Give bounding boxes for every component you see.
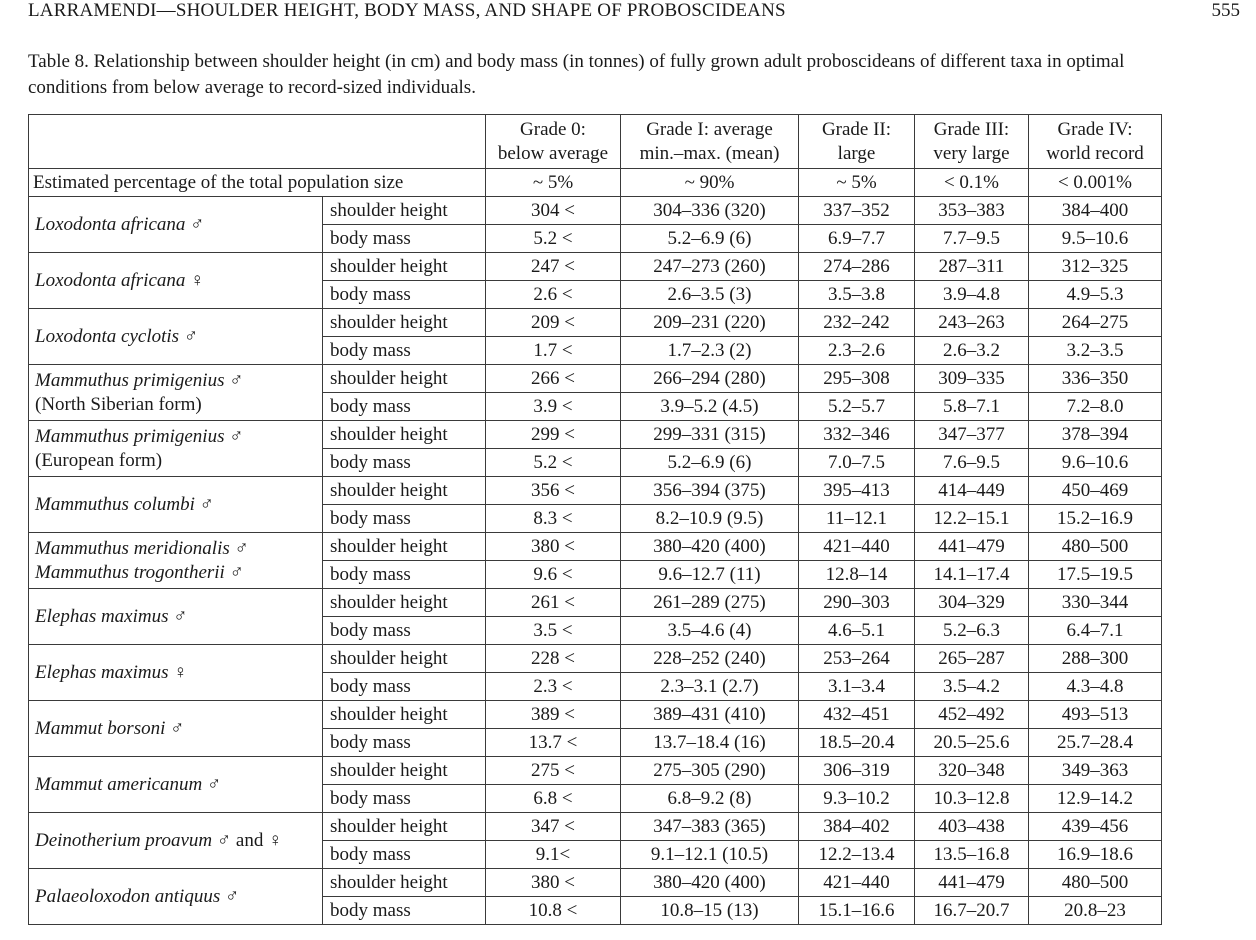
taxon-cell (29, 253, 323, 309)
shoulder-height-cell: 347–377 (915, 421, 1029, 449)
table-row (29, 589, 1162, 617)
taxon-suffix: ♂ (220, 885, 240, 907)
column-header-grade-0: Grade 0: below average (486, 115, 621, 169)
taxon-line (35, 213, 322, 237)
body-mass-cell: 9.6 < (486, 561, 621, 589)
measure-label: body mass (323, 673, 486, 701)
measure-label: body mass (323, 225, 486, 253)
shoulder-height-cell: 356–394 (375) (621, 477, 799, 505)
body-mass-cell: 12.2–15.1 (915, 505, 1029, 533)
shoulder-height-cell: 287–311 (915, 253, 1029, 281)
body-mass-cell: 3.2–3.5 (1029, 337, 1162, 365)
body-mass-cell: 5.8–7.1 (915, 393, 1029, 421)
taxon-name: Elephas maximus (35, 661, 169, 683)
taxon-line (35, 493, 322, 517)
shoulder-height-cell: 450–469 (1029, 477, 1162, 505)
caption-line-1: Table 8. Relationship between shoulder height (in cm) and body mass (in tonnes) of fully grown adult proboscideans of different taxa in optimal (28, 51, 1125, 72)
body-mass-cell: 11–12.1 (799, 505, 915, 533)
shoulder-height-cell: 261–289 (275) (621, 589, 799, 617)
shoulder-height-cell: 432–451 (799, 701, 915, 729)
percentage-cell: ~ 90% (621, 169, 799, 197)
measure-label: body mass (323, 449, 486, 477)
table-caption (28, 49, 1248, 101)
body-mass-cell: 17.5–19.5 (1029, 561, 1162, 589)
body-mass-cell: 13.7 < (486, 729, 621, 757)
measure-label: body mass (323, 505, 486, 533)
taxon-name: Mammuthus columbi (35, 493, 195, 515)
column-header-grade-4: Grade IV: world record (1029, 115, 1162, 169)
taxon-name: Loxodonta africana (35, 269, 186, 291)
percentage-row (29, 169, 1162, 197)
shoulder-height-cell: 356 < (486, 477, 621, 505)
measure-label: body mass (323, 337, 486, 365)
percentage-cell: ~ 5% (799, 169, 915, 197)
table-row (29, 309, 1162, 337)
measure-label: body mass (323, 729, 486, 757)
body-mass-cell: 18.5–20.4 (799, 729, 915, 757)
shoulder-height-cell: 320–348 (915, 757, 1029, 785)
body-mass-cell: 3.9–5.2 (4.5) (621, 393, 799, 421)
caption-line-2: conditions from below average to record-sized individuals. (28, 77, 476, 98)
table-row (29, 253, 1162, 281)
taxon-name: Elephas maximus (35, 605, 169, 627)
taxon-cell (29, 309, 323, 365)
running-title: LARRAMENDI—SHOULDER HEIGHT, BODY MASS, AND SHAPE OF PROBOSCIDEANS (28, 0, 786, 21)
shoulder-height-cell: 480–500 (1029, 533, 1162, 561)
shoulder-height-cell: 264–275 (1029, 309, 1162, 337)
body-mass-cell: 15.1–16.6 (799, 897, 915, 925)
body-mass-cell: 10.3–12.8 (915, 785, 1029, 813)
table-row (29, 197, 1162, 225)
taxon-name: Palaeoloxodon antiquus (35, 885, 221, 907)
measure-label: body mass (323, 617, 486, 645)
taxon-cell (29, 869, 323, 925)
shoulder-height-cell: 232–242 (799, 309, 915, 337)
table-row (29, 869, 1162, 897)
shoulder-height-cell: 295–308 (799, 365, 915, 393)
table-row (29, 365, 1162, 393)
shoulder-height-cell: 380 < (486, 869, 621, 897)
body-mass-cell: 3.9–4.8 (915, 281, 1029, 309)
body-mass-cell: 9.6–10.6 (1029, 449, 1162, 477)
taxon-cell (29, 197, 323, 253)
table-row (29, 757, 1162, 785)
body-mass-cell: 6.9–7.7 (799, 225, 915, 253)
taxon-suffix: ♂ (194, 493, 214, 515)
shoulder-height-cell: 389–431 (410) (621, 701, 799, 729)
body-mass-cell: 2.3 < (486, 673, 621, 701)
table-row (29, 477, 1162, 505)
body-mass-cell: 16.9–18.6 (1029, 841, 1162, 869)
shoulder-height-cell: 247–273 (260) (621, 253, 799, 281)
body-mass-cell: 7.6–9.5 (915, 449, 1029, 477)
taxon-line (35, 393, 322, 417)
taxon-line (35, 269, 322, 293)
body-mass-cell: 16.7–20.7 (915, 897, 1029, 925)
taxon-suffix: ♀ (168, 661, 188, 683)
shoulder-height-cell: 304–336 (320) (621, 197, 799, 225)
shoulder-height-cell: 414–449 (915, 477, 1029, 505)
measure-label: shoulder height (323, 869, 486, 897)
taxon-name: Mammuthus primigenius (35, 425, 225, 447)
table-body (29, 115, 1162, 925)
table-row (29, 421, 1162, 449)
taxon-name: Mammuthus meridionalis (35, 537, 230, 559)
column-header-grade-3: Grade III: very large (915, 115, 1029, 169)
table-row (29, 533, 1162, 561)
shoulder-height-cell: 309–335 (915, 365, 1029, 393)
percentage-cell: < 0.1% (915, 169, 1029, 197)
body-mass-cell: 3.9 < (486, 393, 621, 421)
taxon-suffix: ♂ (224, 561, 244, 583)
running-head (28, 0, 1240, 22)
body-mass-cell: 13.7–18.4 (16) (621, 729, 799, 757)
shoulder-height-cell: 452–492 (915, 701, 1029, 729)
shoulder-height-cell: 332–346 (799, 421, 915, 449)
shoulder-height-cell: 247 < (486, 253, 621, 281)
body-mass-cell: 5.2–6.3 (915, 617, 1029, 645)
body-mass-cell: 6.8–9.2 (8) (621, 785, 799, 813)
taxon-suffix: ♀ (185, 269, 205, 291)
body-mass-cell: 8.2–10.9 (9.5) (621, 505, 799, 533)
measure-label: shoulder height (323, 533, 486, 561)
shoulder-height-cell: 275–305 (290) (621, 757, 799, 785)
body-mass-cell: 10.8 < (486, 897, 621, 925)
shoulder-height-cell: 380–420 (400) (621, 869, 799, 897)
taxon-line (35, 661, 322, 685)
taxon-suffix: ♂ (202, 773, 222, 795)
body-mass-cell: 3.5 < (486, 617, 621, 645)
taxon-cell (29, 589, 323, 645)
data-table (28, 114, 1162, 925)
shoulder-height-cell: 439–456 (1029, 813, 1162, 841)
shoulder-height-cell: 253–264 (799, 645, 915, 673)
taxon-cell (29, 533, 323, 589)
taxon-cell (29, 701, 323, 757)
body-mass-cell: 7.7–9.5 (915, 225, 1029, 253)
taxon-name: Mammuthus trogontherii (35, 561, 225, 583)
body-mass-cell: 6.8 < (486, 785, 621, 813)
shoulder-height-cell: 228–252 (240) (621, 645, 799, 673)
measure-label: body mass (323, 393, 486, 421)
taxon-line (35, 605, 322, 629)
shoulder-height-cell: 493–513 (1029, 701, 1162, 729)
taxon-name: Loxodonta cyclotis (35, 325, 180, 347)
measure-label: body mass (323, 281, 486, 309)
body-mass-cell: 9.5–10.6 (1029, 225, 1162, 253)
taxon-line (35, 537, 322, 561)
body-mass-cell: 12.8–14 (799, 561, 915, 589)
taxon-name: Mammuthus primigenius (35, 369, 225, 391)
measure-label: body mass (323, 841, 486, 869)
shoulder-height-cell: 337–352 (799, 197, 915, 225)
shoulder-height-cell: 228 < (486, 645, 621, 673)
body-mass-cell: 5.2–6.9 (6) (621, 225, 799, 253)
taxon-cell (29, 813, 323, 869)
body-mass-cell: 7.0–7.5 (799, 449, 915, 477)
shoulder-height-cell: 261 < (486, 589, 621, 617)
body-mass-cell: 3.5–4.2 (915, 673, 1029, 701)
shoulder-height-cell: 266 < (486, 365, 621, 393)
shoulder-height-cell: 288–300 (1029, 645, 1162, 673)
shoulder-height-cell: 380–420 (400) (621, 533, 799, 561)
taxon-suffix: ♂ (224, 369, 244, 391)
measure-label: shoulder height (323, 477, 486, 505)
shoulder-height-cell: 299–331 (315) (621, 421, 799, 449)
body-mass-cell: 1.7–2.3 (2) (621, 337, 799, 365)
taxon-name: Deinotherium proavum (35, 829, 213, 851)
body-mass-cell: 9.1< (486, 841, 621, 869)
percentage-cell: ~ 5% (486, 169, 621, 197)
taxon-suffix: ♂ (179, 325, 199, 347)
body-mass-cell: 20.5–25.6 (915, 729, 1029, 757)
taxon-suffix: ♂ (229, 537, 249, 559)
measure-label: shoulder height (323, 309, 486, 337)
shoulder-height-cell: 389 < (486, 701, 621, 729)
taxon-cell (29, 365, 323, 421)
taxon-cell (29, 757, 323, 813)
body-mass-cell: 8.3 < (486, 505, 621, 533)
taxon-line (35, 369, 322, 393)
shoulder-height-cell: 209–231 (220) (621, 309, 799, 337)
column-header-grade-1: Grade I: average min.–max. (mean) (621, 115, 799, 169)
shoulder-height-cell: 421–440 (799, 869, 915, 897)
shoulder-height-cell: 384–402 (799, 813, 915, 841)
shoulder-height-cell: 347–383 (365) (621, 813, 799, 841)
shoulder-height-cell: 306–319 (799, 757, 915, 785)
body-mass-cell: 5.2–6.9 (6) (621, 449, 799, 477)
taxon-suffix: ♂ (168, 605, 188, 627)
taxon-line (35, 773, 322, 797)
body-mass-cell: 13.5–16.8 (915, 841, 1029, 869)
table-header-row (29, 115, 1162, 169)
taxon-line (35, 449, 322, 473)
taxon-line (35, 829, 322, 853)
taxon-suffix: ♂ and ♀ (212, 829, 283, 851)
shoulder-height-cell: 403–438 (915, 813, 1029, 841)
measure-label: shoulder height (323, 421, 486, 449)
shoulder-height-cell: 349–363 (1029, 757, 1162, 785)
shoulder-height-cell: 441–479 (915, 869, 1029, 897)
measure-label: body mass (323, 561, 486, 589)
shoulder-height-cell: 265–287 (915, 645, 1029, 673)
body-mass-cell: 3.5–4.6 (4) (621, 617, 799, 645)
table-row (29, 645, 1162, 673)
body-mass-cell: 15.2–16.9 (1029, 505, 1162, 533)
shoulder-height-cell: 336–350 (1029, 365, 1162, 393)
body-mass-cell: 2.6 < (486, 281, 621, 309)
column-header-grade-2: Grade II: large (799, 115, 915, 169)
table-row (29, 701, 1162, 729)
body-mass-cell: 12.2–13.4 (799, 841, 915, 869)
shoulder-height-cell: 243–263 (915, 309, 1029, 337)
body-mass-cell: 4.9–5.3 (1029, 281, 1162, 309)
body-mass-cell: 14.1–17.4 (915, 561, 1029, 589)
body-mass-cell: 9.6–12.7 (11) (621, 561, 799, 589)
body-mass-cell: 4.6–5.1 (799, 617, 915, 645)
header-empty-cell (29, 115, 486, 169)
taxon-suffix: (European form) (35, 449, 163, 471)
shoulder-height-cell: 380 < (486, 533, 621, 561)
body-mass-cell: 12.9–14.2 (1029, 785, 1162, 813)
body-mass-cell: 3.1–3.4 (799, 673, 915, 701)
body-mass-cell: 25.7–28.4 (1029, 729, 1162, 757)
measure-label: shoulder height (323, 253, 486, 281)
measure-label: shoulder height (323, 589, 486, 617)
body-mass-cell: 20.8–23 (1029, 897, 1162, 925)
taxon-suffix: ♂ (224, 425, 244, 447)
body-mass-cell: 5.2 < (486, 225, 621, 253)
taxon-name: Mammut borsoni (35, 717, 166, 739)
taxon-cell (29, 477, 323, 533)
taxon-line (35, 717, 322, 741)
shoulder-height-cell: 266–294 (280) (621, 365, 799, 393)
taxon-line (35, 425, 322, 449)
body-mass-cell: 3.5–3.8 (799, 281, 915, 309)
shoulder-height-cell: 441–479 (915, 533, 1029, 561)
shoulder-height-cell: 353–383 (915, 197, 1029, 225)
measure-label: shoulder height (323, 365, 486, 393)
body-mass-cell: 2.6–3.2 (915, 337, 1029, 365)
measure-label: body mass (323, 897, 486, 925)
taxon-cell (29, 421, 323, 477)
shoulder-height-cell: 384–400 (1029, 197, 1162, 225)
table-row (29, 813, 1162, 841)
measure-label: shoulder height (323, 701, 486, 729)
page-number: 555 (1211, 0, 1240, 21)
measure-label: shoulder height (323, 645, 486, 673)
shoulder-height-cell: 395–413 (799, 477, 915, 505)
shoulder-height-cell: 290–303 (799, 589, 915, 617)
percentage-row-label: Estimated percentage of the total population size (29, 169, 486, 197)
shoulder-height-cell: 209 < (486, 309, 621, 337)
percentage-cell: < 0.001% (1029, 169, 1162, 197)
body-mass-cell: 7.2–8.0 (1029, 393, 1162, 421)
measure-label: shoulder height (323, 813, 486, 841)
body-mass-cell: 6.4–7.1 (1029, 617, 1162, 645)
shoulder-height-cell: 304 < (486, 197, 621, 225)
measure-label: body mass (323, 785, 486, 813)
body-mass-cell: 2.6–3.5 (3) (621, 281, 799, 309)
taxon-line (35, 561, 322, 585)
body-mass-cell: 2.3–2.6 (799, 337, 915, 365)
body-mass-cell: 5.2–5.7 (799, 393, 915, 421)
taxon-cell (29, 645, 323, 701)
shoulder-height-cell: 299 < (486, 421, 621, 449)
body-mass-cell: 9.3–10.2 (799, 785, 915, 813)
measure-label: shoulder height (323, 757, 486, 785)
shoulder-height-cell: 312–325 (1029, 253, 1162, 281)
body-mass-cell: 10.8–15 (13) (621, 897, 799, 925)
taxon-line (35, 325, 322, 349)
shoulder-height-cell: 480–500 (1029, 869, 1162, 897)
taxon-line (35, 885, 322, 909)
shoulder-height-cell: 421–440 (799, 533, 915, 561)
shoulder-height-cell: 274–286 (799, 253, 915, 281)
taxon-suffix: ♂ (185, 213, 205, 235)
taxon-name: Loxodonta africana (35, 213, 186, 235)
taxon-suffix: (North Siberian form) (35, 393, 202, 415)
body-mass-cell: 9.1–12.1 (10.5) (621, 841, 799, 869)
shoulder-height-cell: 330–344 (1029, 589, 1162, 617)
body-mass-cell: 2.3–3.1 (2.7) (621, 673, 799, 701)
body-mass-cell: 5.2 < (486, 449, 621, 477)
taxon-suffix: ♂ (165, 717, 185, 739)
body-mass-cell: 1.7 < (486, 337, 621, 365)
shoulder-height-cell: 304–329 (915, 589, 1029, 617)
measure-label: shoulder height (323, 197, 486, 225)
shoulder-height-cell: 378–394 (1029, 421, 1162, 449)
body-mass-cell: 4.3–4.8 (1029, 673, 1162, 701)
taxon-name: Mammut americanum (35, 773, 203, 795)
shoulder-height-cell: 347 < (486, 813, 621, 841)
shoulder-height-cell: 275 < (486, 757, 621, 785)
